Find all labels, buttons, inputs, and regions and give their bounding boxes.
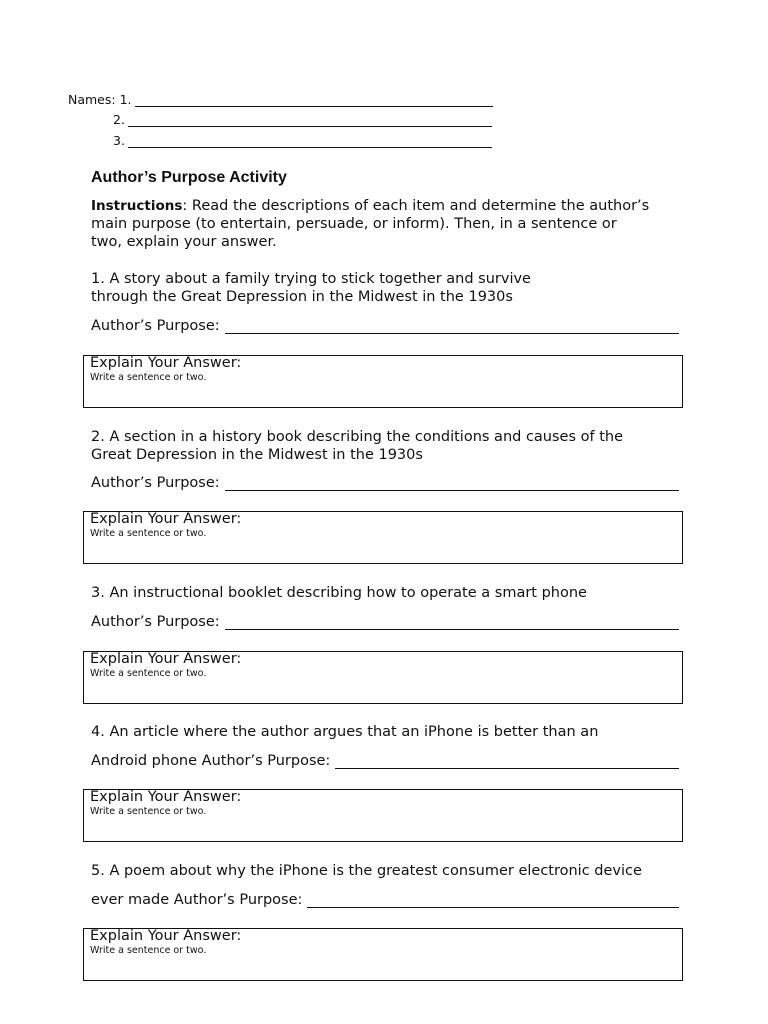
answer-hint: Write a sentence or two. — [90, 945, 207, 956]
purpose-label: Author’s Purpose: — [91, 614, 220, 630]
question-number: 4. — [91, 724, 105, 740]
question-number: 3. — [91, 585, 105, 601]
answer-hint: Write a sentence or two. — [90, 528, 207, 539]
answer-hint: Write a sentence or two. — [90, 372, 207, 383]
purpose-field-3[interactable] — [225, 615, 679, 630]
question-1 — [91, 270, 561, 306]
purpose-label: Android phone Author’s Purpose: — [91, 753, 331, 769]
question-3 — [91, 584, 681, 602]
instructions — [91, 197, 651, 251]
question-text: A poem about why the iPhone is the greatest consumer electronic device — [109, 863, 642, 879]
name-number: 1. — [119, 92, 132, 107]
answer-box-2[interactable] — [83, 511, 683, 564]
name-row-3 — [113, 133, 492, 148]
question-number: 5. — [91, 863, 105, 879]
question-text: An instructional booklet describing how to operate a smart phone — [109, 585, 587, 601]
answer-hint: Write a sentence or two. — [90, 806, 207, 817]
name-field-3[interactable] — [128, 133, 492, 148]
worksheet-title: Author’s Purpose Activity — [91, 169, 287, 186]
instructions-text: : Read the descriptions of each item and determine the author’s main purpose (to entertain, persuade, or inform). Then, in a sentence or two, explain your answer. — [91, 198, 650, 250]
answer-heading: Explain Your Answer: — [90, 789, 242, 805]
purpose-field-5[interactable] — [307, 893, 679, 908]
answer-box-1[interactable] — [83, 355, 683, 408]
purpose-row-4 — [91, 753, 679, 769]
purpose-field-2[interactable] — [225, 476, 679, 491]
name-row-1 — [68, 92, 493, 107]
purpose-label: Author’s Purpose: — [91, 318, 220, 334]
purpose-row-2 — [91, 475, 679, 491]
answer-box-3[interactable] — [83, 651, 683, 704]
purpose-field-1[interactable] — [225, 319, 679, 334]
purpose-label: ever made Author’s Purpose: — [91, 892, 303, 908]
question-number: 1. — [91, 271, 105, 287]
answer-heading: Explain Your Answer: — [90, 928, 242, 944]
question-5 — [91, 862, 681, 880]
question-2 — [91, 428, 631, 464]
question-text: An article where the author argues that an iPhone is better than an — [109, 724, 599, 740]
purpose-label: Author’s Purpose: — [91, 475, 220, 491]
answer-heading: Explain Your Answer: — [90, 651, 242, 667]
answer-hint: Write a sentence or two. — [90, 668, 207, 679]
purpose-row-1 — [91, 318, 679, 334]
question-text: A story about a family trying to stick together and survive through the Great Depression in the Midwest in the 1930s — [91, 271, 531, 305]
instructions-label: Instructions — [91, 198, 183, 214]
question-4 — [91, 723, 681, 741]
names-label: Names: — [68, 92, 116, 107]
name-number: 3. — [113, 133, 125, 148]
purpose-row-3 — [91, 614, 679, 630]
purpose-row-5 — [91, 892, 679, 908]
name-number: 2. — [113, 112, 125, 127]
answer-box-4[interactable] — [83, 789, 683, 842]
answer-heading: Explain Your Answer: — [90, 355, 242, 371]
name-row-2 — [113, 112, 492, 127]
answer-box-5[interactable] — [83, 928, 683, 981]
purpose-field-4[interactable] — [335, 754, 679, 769]
name-field-1[interactable] — [135, 92, 493, 107]
question-text: A section in a history book describing the conditions and causes of the Great Depression in the Midwest in the 1930s — [91, 429, 624, 463]
question-number: 2. — [91, 429, 105, 445]
name-field-2[interactable] — [128, 112, 492, 127]
answer-heading: Explain Your Answer: — [90, 511, 242, 527]
